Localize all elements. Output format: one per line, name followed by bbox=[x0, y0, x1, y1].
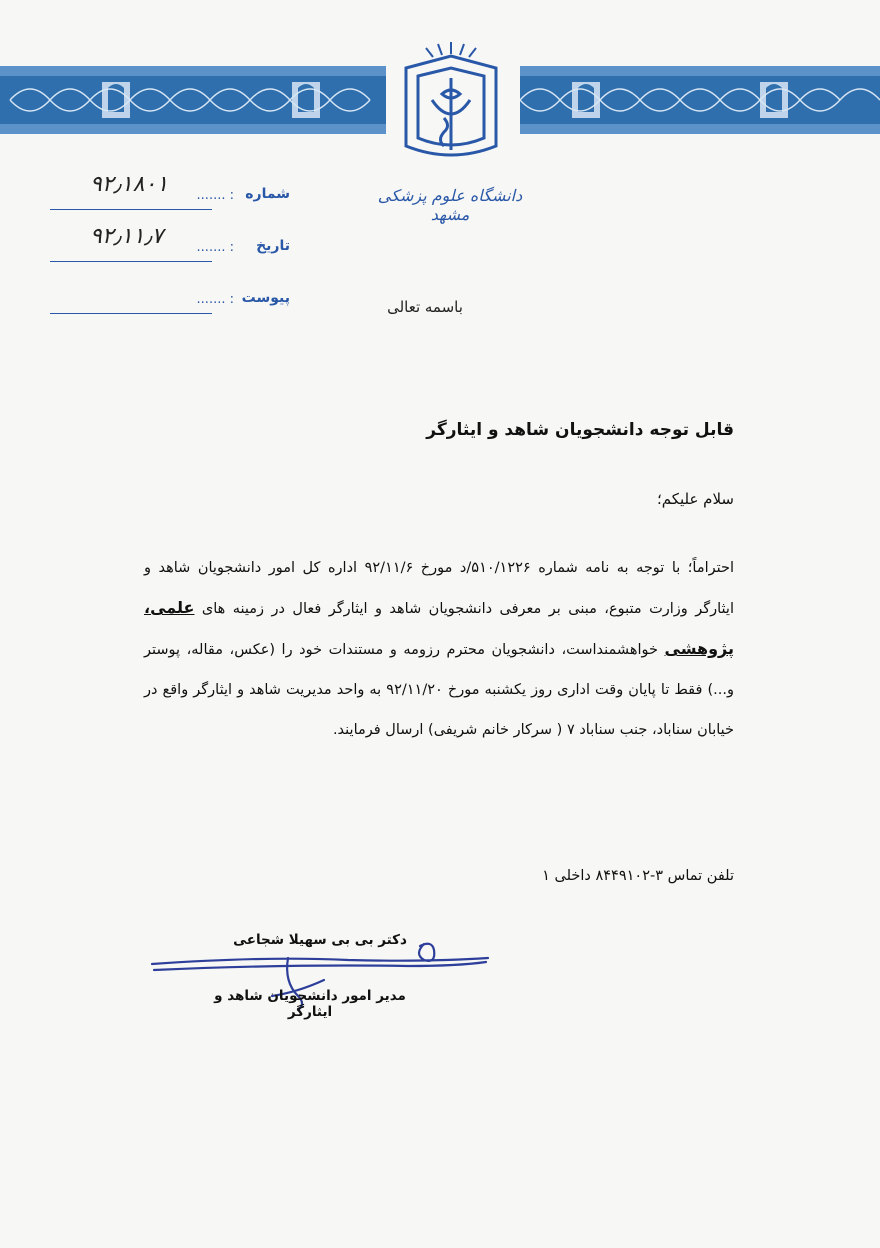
body-part-2: خواهشمنداست، دانشجویان محترم رزومه و مستندات خود را (عکس، مقاله، پوستر و...) فقط تا پایان وقت اداری روز یکشنبه مورخ ۹۲/۱۱/۲۰ به واحد مدیریت شاهد و ایثارگر واقع در خیابان سناباد، جنب سناباد ۷ ( سرکار خانم شریفی) ارسال فرمایند. bbox=[144, 642, 734, 738]
number-underline bbox=[50, 209, 212, 210]
signatory-title: مدیر امور دانشجویان شاهد و ایثارگر bbox=[214, 988, 406, 1020]
bismillah: باسمه تعالی bbox=[387, 298, 463, 316]
header-band-left bbox=[0, 66, 386, 134]
number-separator: : ....... bbox=[196, 188, 234, 203]
contact-phone: تلفن تماس ۳-۸۴۴۹۱۰۲ داخلی ۱ bbox=[542, 868, 734, 884]
attachment-field bbox=[50, 290, 290, 314]
date-underline bbox=[50, 261, 212, 262]
university-name: دانشگاه علوم پزشکی مشهد bbox=[377, 186, 523, 224]
number-value: ۹۲٫۱۸۰۱ bbox=[90, 172, 169, 197]
letter-subject: قابل توجه دانشجویان شاهد و ایثارگر bbox=[426, 420, 734, 440]
attachment-underline bbox=[50, 313, 212, 314]
attachment-separator: : ....... bbox=[196, 292, 234, 307]
header-band-right bbox=[520, 66, 880, 134]
letter-body bbox=[144, 548, 734, 750]
signatory-name: دکتر بی بی سهیلا شجاعی bbox=[233, 932, 407, 948]
date-value: ۹۲٫۱۱٫۷ bbox=[90, 224, 164, 249]
university-emblem-icon bbox=[376, 38, 526, 178]
number-label: شماره bbox=[245, 186, 290, 202]
date-separator: : ....... bbox=[196, 240, 234, 255]
body-emphasis: علمی، پژوهشی bbox=[144, 598, 734, 658]
date-label: تاریخ bbox=[256, 238, 290, 254]
greeting: سلام علیکم؛ bbox=[656, 490, 734, 508]
number-field bbox=[50, 172, 290, 210]
date-field bbox=[50, 224, 290, 262]
attachment-label: پیوست bbox=[241, 290, 290, 306]
body-part-1: احتراماً؛ با توجه به نامه شماره ۵۱۰/۱۲۲۶/د مورخ ۹۲/۱۱/۶ اداره کل امور دانشجویان شاهد و ایثارگر وزارت متبوع، مبنی بر معرفی دانشجویان شاهد و ایثارگر فعال در زمینه های bbox=[144, 560, 734, 617]
